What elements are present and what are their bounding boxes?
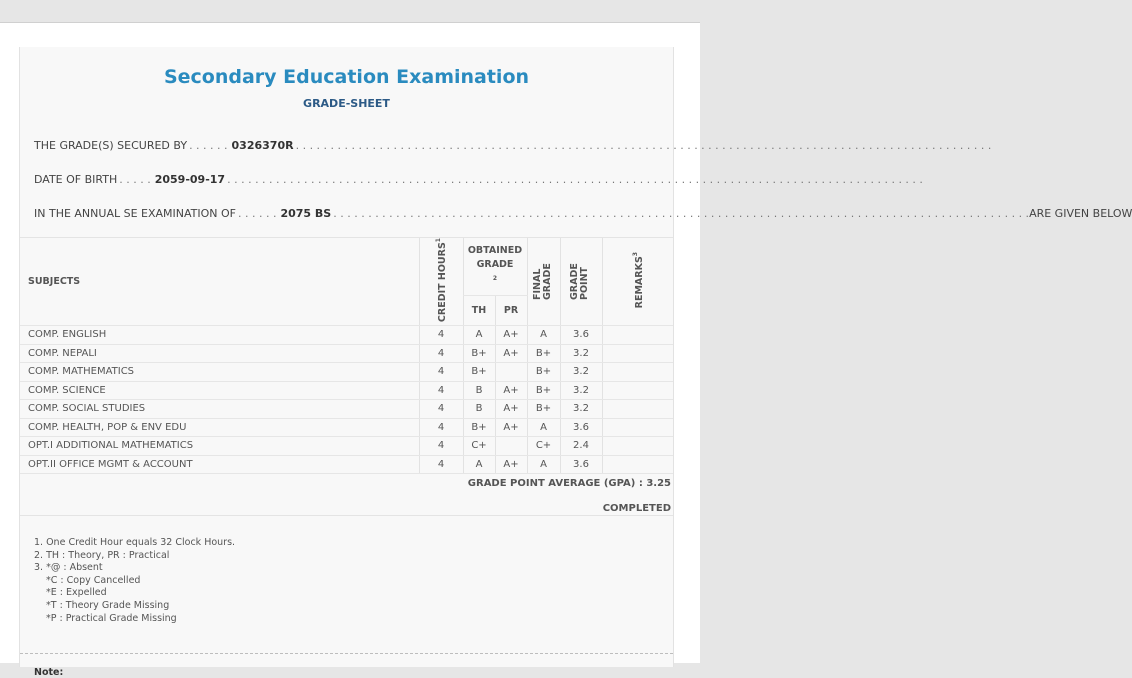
- final-grade-cell: A: [527, 455, 560, 474]
- grade-point-cell: 3.2: [560, 381, 602, 400]
- grade-point-cell: 3.2: [560, 400, 602, 419]
- footnote-subitem: *P : Practical Grade Missing: [46, 612, 177, 624]
- remarks-cell: [602, 455, 673, 474]
- pr-grade-cell: [495, 437, 527, 456]
- th-grade-cell: B+: [463, 363, 495, 382]
- grade-point-cell: 3.2: [560, 344, 602, 363]
- exam-label: IN THE ANNUAL SE EXAMINATION OF: [34, 207, 236, 220]
- credit-cell: 4: [419, 400, 463, 419]
- symbol-number: 0326370R: [231, 139, 294, 152]
- header-credit-hours: CREDIT HOURS$^1$: [419, 238, 463, 326]
- page: [0, 22, 1132, 678]
- th-grade-cell: A: [463, 455, 495, 474]
- subject-cell: OPT.I ADDITIONAL MATHEMATICS: [20, 437, 419, 456]
- remarks-cell: [602, 418, 673, 437]
- credit-cell: 4: [419, 381, 463, 400]
- footnote-item: 2. TH : Theory, PR : Practical: [34, 549, 170, 561]
- page-title: Secondary Education Examination: [163, 66, 530, 88]
- secured-by-label: THE GRADE(S) SECURED BY: [34, 139, 188, 152]
- exam-tail: ARE GIVEN BELOW: [1029, 207, 1132, 220]
- credit-cell: 4: [419, 344, 463, 363]
- final-grade-cell: B+: [527, 344, 560, 363]
- dashed-divider: [20, 653, 673, 654]
- credit-cell: 4: [419, 363, 463, 382]
- leader-dots: . . . . . .: [238, 207, 277, 220]
- gpa-summary: GRADE POINT AVERAGE (GPA) : 3.25: [467, 478, 671, 489]
- pr-grade-cell: A+: [495, 400, 527, 419]
- grade-point-cell: 3.2: [560, 363, 602, 382]
- pr-grade-cell: A+: [495, 344, 527, 363]
- subject-cell: COMP. SOCIAL STUDIES: [20, 400, 419, 419]
- leader-dots: . . . . . .: [189, 139, 228, 152]
- final-grade-cell: B+: [527, 381, 560, 400]
- pr-grade-cell: A+: [495, 455, 527, 474]
- footnote-item: 1. One Credit Hour equals 32 Clock Hours.: [34, 537, 236, 548]
- leader-dots: [227, 173, 923, 186]
- table-row: [20, 400, 673, 419]
- subject-cell: COMP. NEPALI: [20, 344, 419, 363]
- header-remarks: REMARKS$^3$: [602, 238, 673, 326]
- table-row: [20, 344, 673, 363]
- final-grade-cell: B+: [527, 400, 560, 419]
- th-grade-cell: B: [463, 400, 495, 419]
- subject-cell: COMP. SCIENCE: [20, 381, 419, 400]
- footnote-subitem: *C : Copy Cancelled: [46, 574, 141, 586]
- table-row: [20, 455, 673, 474]
- dob-line: [34, 173, 668, 186]
- footnote-subitem: *E : Expelled: [46, 587, 107, 599]
- secured-by-line: [34, 139, 668, 152]
- final-grade-cell: C+: [527, 437, 560, 456]
- th-grade-cell: B: [463, 381, 495, 400]
- note-label: Note:: [34, 667, 64, 678]
- pr-grade-cell: A+: [495, 326, 527, 345]
- divider: [20, 515, 673, 516]
- final-grade-cell: B+: [527, 363, 560, 382]
- grade-point-cell: 3.6: [560, 326, 602, 345]
- th-grade-cell: A: [463, 326, 495, 345]
- th-grade-cell: B+: [463, 418, 495, 437]
- grades-table: [20, 237, 673, 474]
- header-obtained-grade: OBTAINED GRADE$^2$: [463, 238, 527, 296]
- header-th: TH: [463, 295, 495, 325]
- credit-cell: 4: [419, 418, 463, 437]
- exam-line: [34, 207, 1132, 220]
- leader-dots: [333, 207, 1029, 220]
- header-grade-point: GRADE POINT: [560, 238, 602, 326]
- footnote-subitem: *T : Theory Grade Missing: [46, 599, 170, 611]
- remarks-cell: [602, 381, 673, 400]
- sheet-subtitle: GRADE-SHEET: [303, 97, 390, 110]
- subject-cell: COMP. HEALTH, POP & ENV EDU: [20, 418, 419, 437]
- status-badge: COMPLETED: [602, 503, 671, 514]
- grade-sheet: [19, 47, 1132, 678]
- table-row: [20, 363, 673, 382]
- table-row: [20, 326, 673, 345]
- header-subjects: SUBJECTS: [20, 238, 419, 326]
- th-grade-cell: B+: [463, 344, 495, 363]
- table-row: [20, 418, 673, 437]
- subject-cell: COMP. MATHEMATICS: [20, 363, 419, 382]
- table-row: [20, 381, 673, 400]
- leader-dots: [296, 139, 992, 152]
- footnotes: [34, 537, 235, 625]
- leader-dots: . . . . .: [119, 173, 151, 186]
- dob-label: DATE OF BIRTH: [34, 173, 118, 186]
- footnote-item: 3. *@ : Absent: [34, 562, 103, 574]
- credit-cell: 4: [419, 455, 463, 474]
- remarks-cell: [602, 400, 673, 419]
- pr-grade-cell: [495, 363, 527, 382]
- remarks-cell: [602, 326, 673, 345]
- subject-cell: OPT.II OFFICE MGMT & ACCOUNT: [20, 455, 419, 474]
- table-row: [20, 437, 673, 456]
- remarks-cell: [602, 437, 673, 456]
- th-grade-cell: C+: [463, 437, 495, 456]
- final-grade-cell: A: [527, 326, 560, 345]
- grade-point-cell: 3.6: [560, 418, 602, 437]
- grade-point-cell: 3.6: [560, 455, 602, 474]
- dob-value: 2059-09-17: [154, 173, 226, 186]
- header-pr: PR: [495, 295, 527, 325]
- exam-year: 2075 BS: [280, 207, 332, 220]
- grade-point-cell: 2.4: [560, 437, 602, 456]
- pr-grade-cell: A+: [495, 381, 527, 400]
- pr-grade-cell: A+: [495, 418, 527, 437]
- final-grade-cell: A: [527, 418, 560, 437]
- remarks-cell: [602, 344, 673, 363]
- header-final-grade: FINAL GRADE: [527, 238, 560, 326]
- credit-cell: 4: [419, 437, 463, 456]
- credit-cell: 4: [419, 326, 463, 345]
- remarks-cell: [602, 363, 673, 382]
- subject-cell: COMP. ENGLISH: [20, 326, 419, 345]
